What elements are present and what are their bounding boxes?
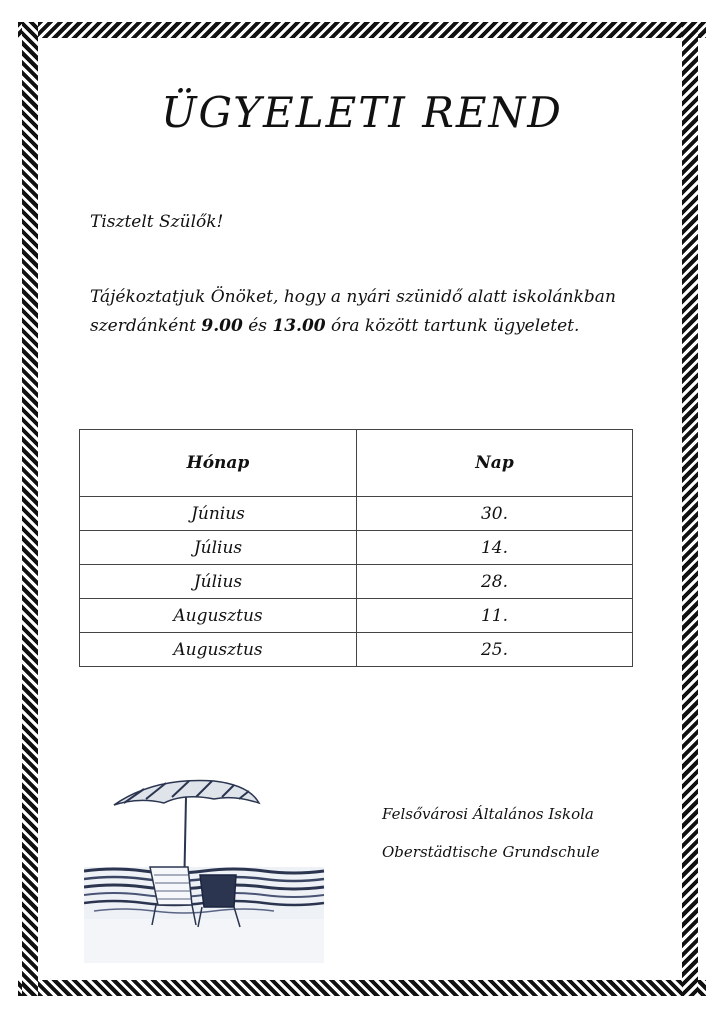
school-name-de: Oberstädtische Grundschule — [382, 843, 600, 861]
table-row — [80, 531, 633, 565]
para-text-2: és — [242, 316, 273, 336]
border-top — [18, 22, 706, 38]
row-month: Június — [80, 497, 357, 531]
row-month: Augusztus — [80, 633, 357, 667]
school-names — [382, 795, 600, 871]
row-month: Augusztus — [80, 599, 357, 633]
para-text-1: Tájékoztatjuk Önöket, hogy a nyári szünidő alatt iskolánkban szerdánként — [90, 287, 616, 336]
row-day: 28. — [357, 565, 633, 599]
header-day: Nap — [357, 430, 633, 497]
school-name-hu: Felsővárosi Általános Iskola — [382, 805, 594, 823]
row-day: 11. — [357, 599, 633, 633]
table-row — [80, 497, 633, 531]
border-right — [682, 22, 698, 996]
row-month: Július — [80, 565, 357, 599]
schedule-table — [79, 429, 633, 667]
time-to: 13.00 — [272, 316, 326, 336]
row-day: 30. — [357, 497, 633, 531]
para-text-3: óra között tartunk ügyeletet. — [325, 316, 580, 336]
header-month: Hónap — [80, 430, 357, 497]
sand-icon — [84, 919, 324, 963]
table-row — [80, 633, 633, 667]
table-header-row — [80, 430, 633, 497]
table-row — [80, 565, 633, 599]
border-bottom — [18, 980, 706, 996]
table-row — [80, 599, 633, 633]
border-left — [22, 22, 38, 996]
beach-illustration — [84, 775, 334, 965]
row-day: 14. — [357, 531, 633, 565]
time-from: 9.00 — [201, 316, 243, 336]
page-title: ÜGYELETI REND — [161, 88, 563, 137]
row-month: Július — [80, 531, 357, 565]
info-paragraph — [90, 283, 650, 341]
row-day: 25. — [357, 633, 633, 667]
greeting: Tisztelt Szülők! — [90, 212, 224, 232]
